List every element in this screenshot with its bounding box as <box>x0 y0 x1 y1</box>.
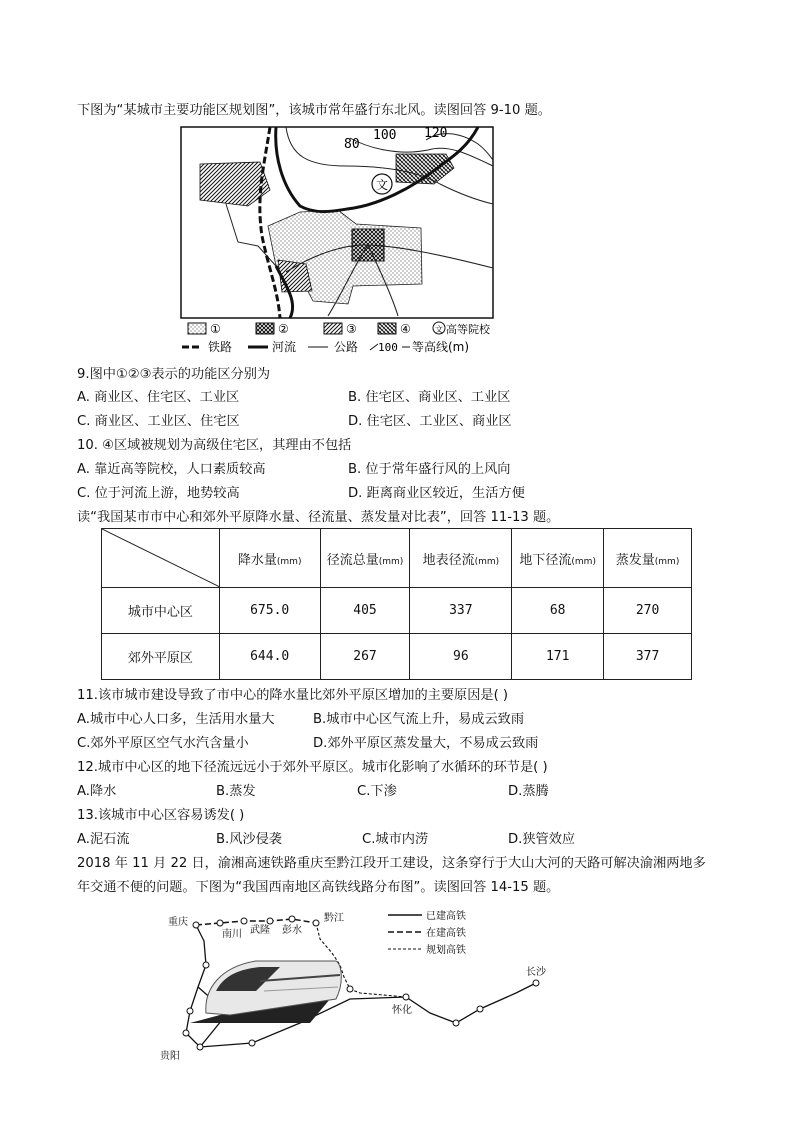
q13-option-d[interactable]: D.狭管效应 <box>508 832 576 847</box>
header-total-runoff: 径流总量(mm) <box>320 529 410 588</box>
intro-map-question: 下图为“某城市主要功能区规划图”，该城市常年盛行东北风。读图回答 9-10 题。 <box>77 103 551 118</box>
q12-stem: 12.城市中心区的地下径流远远小于郊外平原区。城市化影响了水循环的环节是( ) <box>77 760 548 775</box>
contour-label-100: 100 <box>373 128 397 143</box>
table-cell: 337 <box>410 588 512 634</box>
legend-road: 公路 <box>334 340 359 354</box>
q13-stem: 13.该城市中心区容易诱发( ) <box>77 808 245 823</box>
table-cell: 405 <box>320 588 410 634</box>
water-comparison-table <box>101 528 692 680</box>
q10-option-a[interactable]: A. 靠近高等院校，人口素质较高 <box>77 462 266 477</box>
table-cell: 68 <box>512 588 604 634</box>
contour-label-80: 80 <box>344 137 360 152</box>
q13-option-b[interactable]: B.风沙侵袭 <box>216 832 282 847</box>
city-chongqing: 重庆 <box>168 917 188 928</box>
header-ground-runoff: 地下径流(mm) <box>512 529 604 588</box>
legend-school: 高等院校 <box>446 323 490 336</box>
legend-building: 在建高铁 <box>426 928 466 939</box>
q10-option-b[interactable]: B. 位于常年盛行风的上风向 <box>348 462 511 477</box>
q9-option-c[interactable]: C. 商业区、工业区、住宅区 <box>77 414 240 429</box>
city-function-map <box>178 126 496 354</box>
q12-option-a[interactable]: A.降水 <box>77 784 117 799</box>
q9-option-b[interactable]: B. 住宅区、商业区、工业区 <box>348 390 511 405</box>
q13-option-a[interactable]: A.泥石流 <box>77 832 130 847</box>
q11-option-c[interactable]: C.郊外平原区空气水汽含量小 <box>77 736 249 751</box>
table-cell: 96 <box>410 634 512 680</box>
header-precipitation: 降水量(mm) <box>219 529 320 588</box>
intro-rail-question-line1: 2018 年 11 月 22 日，渝湘高速铁路重庆至黔江段开工建设，这条穿行于大山大河的天路可解决渝湘两地多 <box>77 856 706 871</box>
q10-option-d[interactable]: D. 距离商业区较近，生活方便 <box>348 486 525 501</box>
legend-planned: 规划高铁 <box>426 945 466 956</box>
table-cell: 270 <box>604 588 692 634</box>
q9-option-a[interactable]: A. 商业区、住宅区、工业区 <box>77 390 240 405</box>
q10-option-c[interactable]: C. 位于河流上游，地势较高 <box>77 486 240 501</box>
q11-option-a[interactable]: A.城市中心人口多，生活用水量大 <box>77 712 275 727</box>
legend-3: ③ <box>346 322 357 336</box>
city-nanchuan: 南川 <box>222 929 242 940</box>
legend-railway: 铁路 <box>208 340 233 354</box>
rail-network-map <box>160 903 580 1063</box>
legend-river: 河流 <box>272 340 297 354</box>
q12-option-b[interactable]: B.蒸发 <box>216 784 256 799</box>
city-guiyang: 贵阳 <box>160 1051 180 1062</box>
map-legend <box>182 322 491 354</box>
q11-option-d[interactable]: D.郊外平原区蒸发量大，不易成云致雨 <box>313 736 539 751</box>
table-row <box>102 588 692 634</box>
city-pengshui: 彭水 <box>282 925 302 936</box>
svg-text:文: 文 <box>435 325 443 334</box>
row-label: 城市中心区 <box>102 588 220 634</box>
q11-option-b[interactable]: B.城市中心区气流上升，易成云致雨 <box>313 712 525 727</box>
city-wulong: 武隆 <box>250 925 270 936</box>
q13-option-c[interactable]: C.城市内涝 <box>362 832 429 847</box>
school-icon-glyph: 文 <box>375 178 389 192</box>
city-qianjiang: 黔江 <box>324 913 344 924</box>
table-cell: 377 <box>604 634 692 680</box>
legend-built: 已建高铁 <box>426 911 466 922</box>
table-cell: 644.0 <box>219 634 320 680</box>
table-cell: 267 <box>320 634 410 680</box>
legend-1: ① <box>210 322 221 336</box>
legend-4: ④ <box>400 322 411 336</box>
header-evaporation: 蒸发量(mm) <box>604 529 692 588</box>
table-corner-cell <box>102 529 220 588</box>
q10-stem: 10. ④区域被规划为高级住宅区，其理由不包括 <box>77 438 352 453</box>
q11-stem: 11.该市城市建设导致了市中心的降水量比郊外平原区增加的主要原因是( ) <box>77 688 509 703</box>
rail-legend <box>388 909 466 956</box>
intro-rail-question-line2: 年交通不便的问题。下图为“我国西南地区高铁线路分布图”。读图回答 14-15 题。 <box>77 880 560 895</box>
header-surface-runoff: 地表径流(mm) <box>410 529 512 588</box>
table-row <box>102 634 692 680</box>
q12-option-d[interactable]: D.蒸腾 <box>508 784 549 799</box>
table-cell: 675.0 <box>219 588 320 634</box>
intro-table-question: 读“我国某市市中心和郊外平原降水量、径流量、蒸发量对比表”，回答 11-13 题。 <box>77 510 560 525</box>
legend-contour: 等高线(m) <box>412 340 470 354</box>
legend-2: ② <box>278 322 289 336</box>
q12-option-c[interactable]: C.下渗 <box>357 784 397 799</box>
row-label: 郊外平原区 <box>102 634 220 680</box>
q9-stem: 9.图中①②③表示的功能区分别为 <box>77 367 271 382</box>
city-changsha: 长沙 <box>526 967 546 978</box>
q9-option-d[interactable]: D. 住宅区、工业区、商业区 <box>348 414 512 429</box>
city-huaihua: 怀化 <box>392 1005 412 1016</box>
legend-contour-value: 100 <box>378 341 398 354</box>
table-cell: 171 <box>512 634 604 680</box>
contour-label-120: 120 <box>424 126 448 141</box>
